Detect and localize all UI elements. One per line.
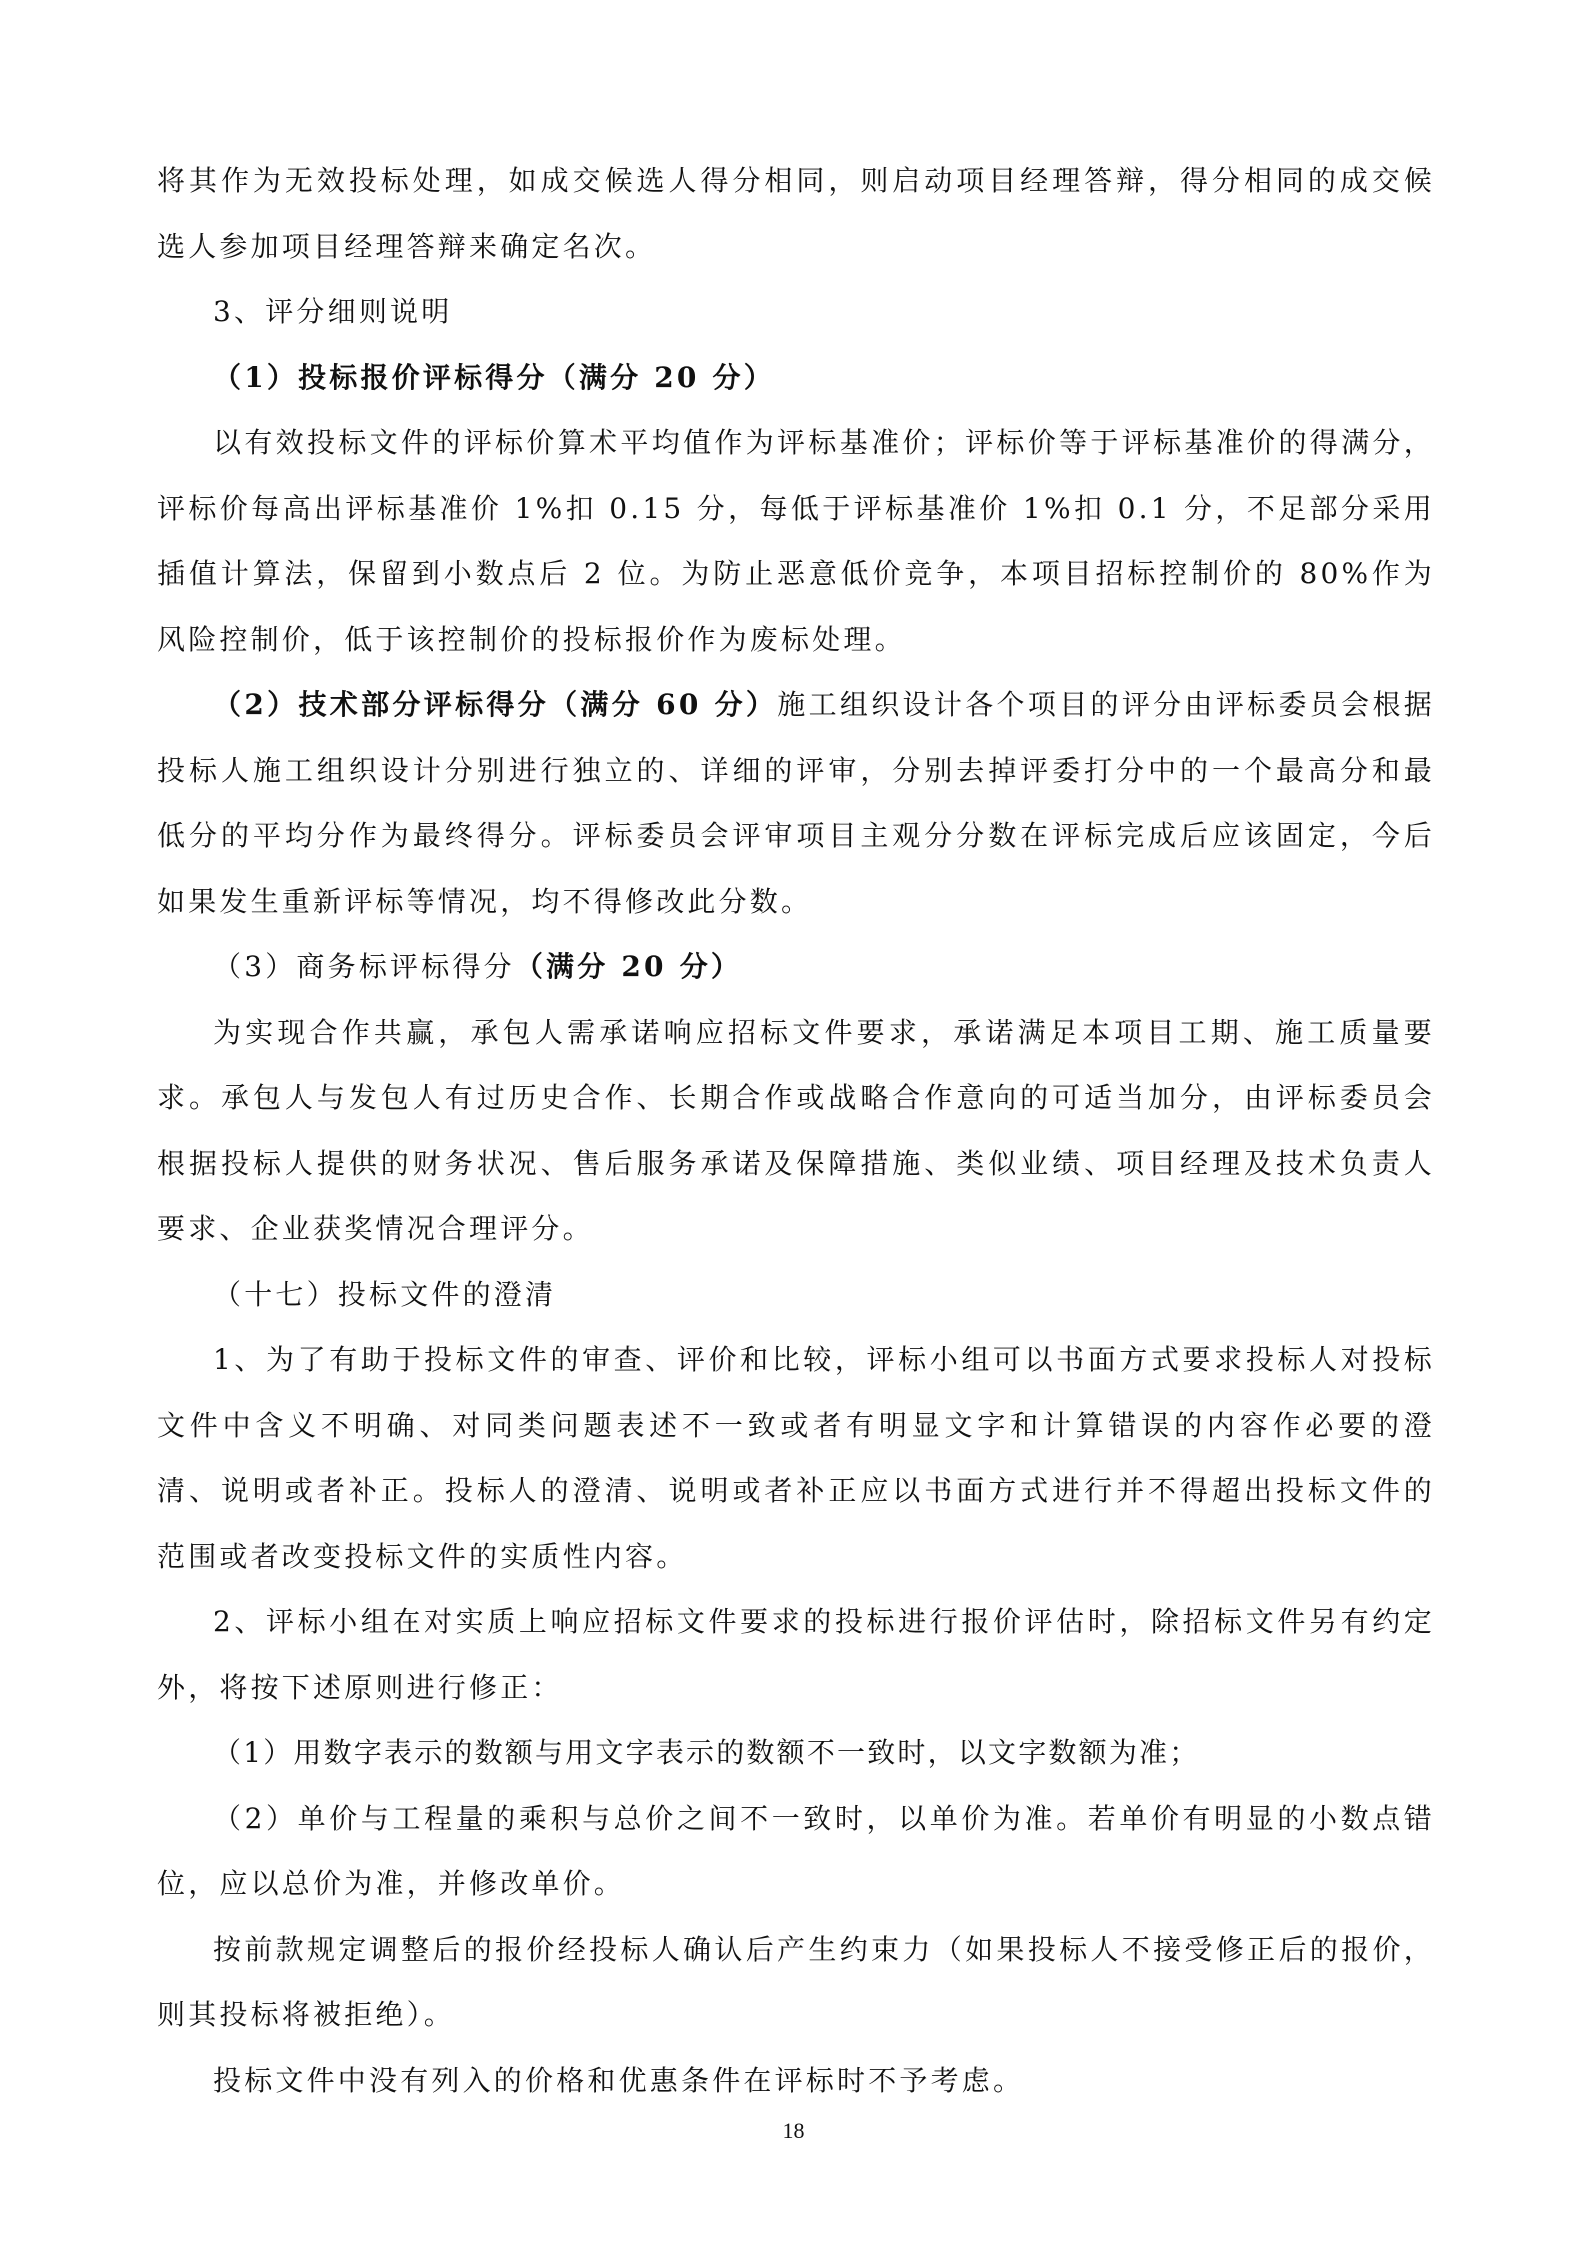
bold-heading: （1）投标报价评标得分（满分 20 分） [213, 360, 775, 394]
paragraph-text: 将其作为无效投标处理，如成交候选人得分相同，则启动项目经理答辩，得分相同的成交候选人参加项目经理答辩来确定名次。 [157, 164, 1435, 263]
page-body [157, 148, 1435, 2113]
paragraph-text: 为实现合作共赢，承包人需承诺响应招标文件要求，承诺满足本项目工期、施工质量要求。承包人与发包人有过历史合作、长期合作或战略合作意向的可适当加分，由评标委员会根据投标人提供的财务状况、售后服务承诺及保障措施、类似业绩、项目经理及技术负责人要求、企业获奖情况合理评分。 [157, 1015, 1435, 1245]
paragraph-text: 施工组织设计各个项目的评分由评标委员会根据投标人施工组织设计分别进行独立的、详细的评审，分别去掉评委打分中的一个最高分和最低分的平均分作为最终得分。评标委员会评审项目主观分分数在评标完成后应该固定，今后如果发生重新评标等情况，均不得修改此分数。 [157, 688, 1436, 918]
paragraph-not-considered [157, 2048, 1435, 2114]
bold-heading: （满分 20 分） [514, 950, 743, 983]
paragraph-text: 按前款规定调整后的报价经投标人确认后产生约束力（如果投标人不接受修正后的报价，则其投标将被拒绝）。 [157, 1932, 1435, 2031]
bold-heading: （2）技术部分评标得分（满分 60 分） [213, 688, 778, 721]
paragraph-text: 投标文件中没有列入的价格和优惠条件在评标时不予考虑。 [213, 2063, 1025, 2097]
paragraph-text: （十七）投标文件的澄清 [213, 1277, 557, 1311]
page-number: 18 [782, 2118, 805, 2143]
subheading-price-score [157, 345, 1435, 411]
paragraph-correction-2 [157, 1786, 1435, 1917]
paragraph-business-rule [157, 1000, 1435, 1262]
paragraph-text: 3、评分细则说明 [213, 295, 453, 328]
paragraph-clarification-2 [157, 1589, 1435, 1720]
section-heading-scoring-rules [157, 279, 1435, 345]
paragraph-correction-1 [157, 1720, 1435, 1786]
paragraph-text: 以有效投标文件的评标价算术平均值作为评标基准价；评标价等于评标基准价的得满分，评标价每高出评标基准价 1%扣 0.15 分，每低于评标基准价 1%扣 0.1 分，不足部分采用插值计算法，保留到小数点后 2 位。为防止恶意低价竞争，本项目招标控制价的 80%作为风险控制价，低于该控制价的投标报价作为废标处理。 [157, 426, 1435, 656]
paragraph-text: （2）单价与工程量的乘积与总价之间不一致时，以单价为准。若单价有明显的小数点错位，应以总价为准，并修改单价。 [157, 1801, 1435, 1900]
subheading-business-score [157, 934, 1435, 1000]
paragraph-continued [157, 148, 1435, 279]
paragraph-text: （1）用数字表示的数额与用文字表示的数额不一致时，以文字数额为准； [213, 1736, 1200, 1769]
paragraph-text: 1、为了有助于投标文件的审查、评价和比较，评标小组可以书面方式要求投标人对投标文件中含义不明确、对同类问题表述不一致或者有明显文字和计算错误的内容作必要的澄清、说明或者补正。投标人的澄清、说明或者补正应以书面方式进行并不得超出投标文件的范围或者改变投标文件的实质性内容。 [157, 1343, 1435, 1573]
paragraph-price-rule [157, 410, 1435, 672]
paragraph-text: 2、评标小组在对实质上响应招标文件要求的投标进行报价评估时，除招标文件另有约定外，将按下述原则进行修正： [157, 1605, 1435, 1704]
paragraph-binding [157, 1917, 1435, 2048]
paragraph-technical-score [157, 672, 1435, 934]
section-heading-clarification [157, 1262, 1435, 1328]
paragraph-text: （3）商务标评标得分 [213, 950, 515, 983]
paragraph-clarification-1 [157, 1327, 1435, 1589]
